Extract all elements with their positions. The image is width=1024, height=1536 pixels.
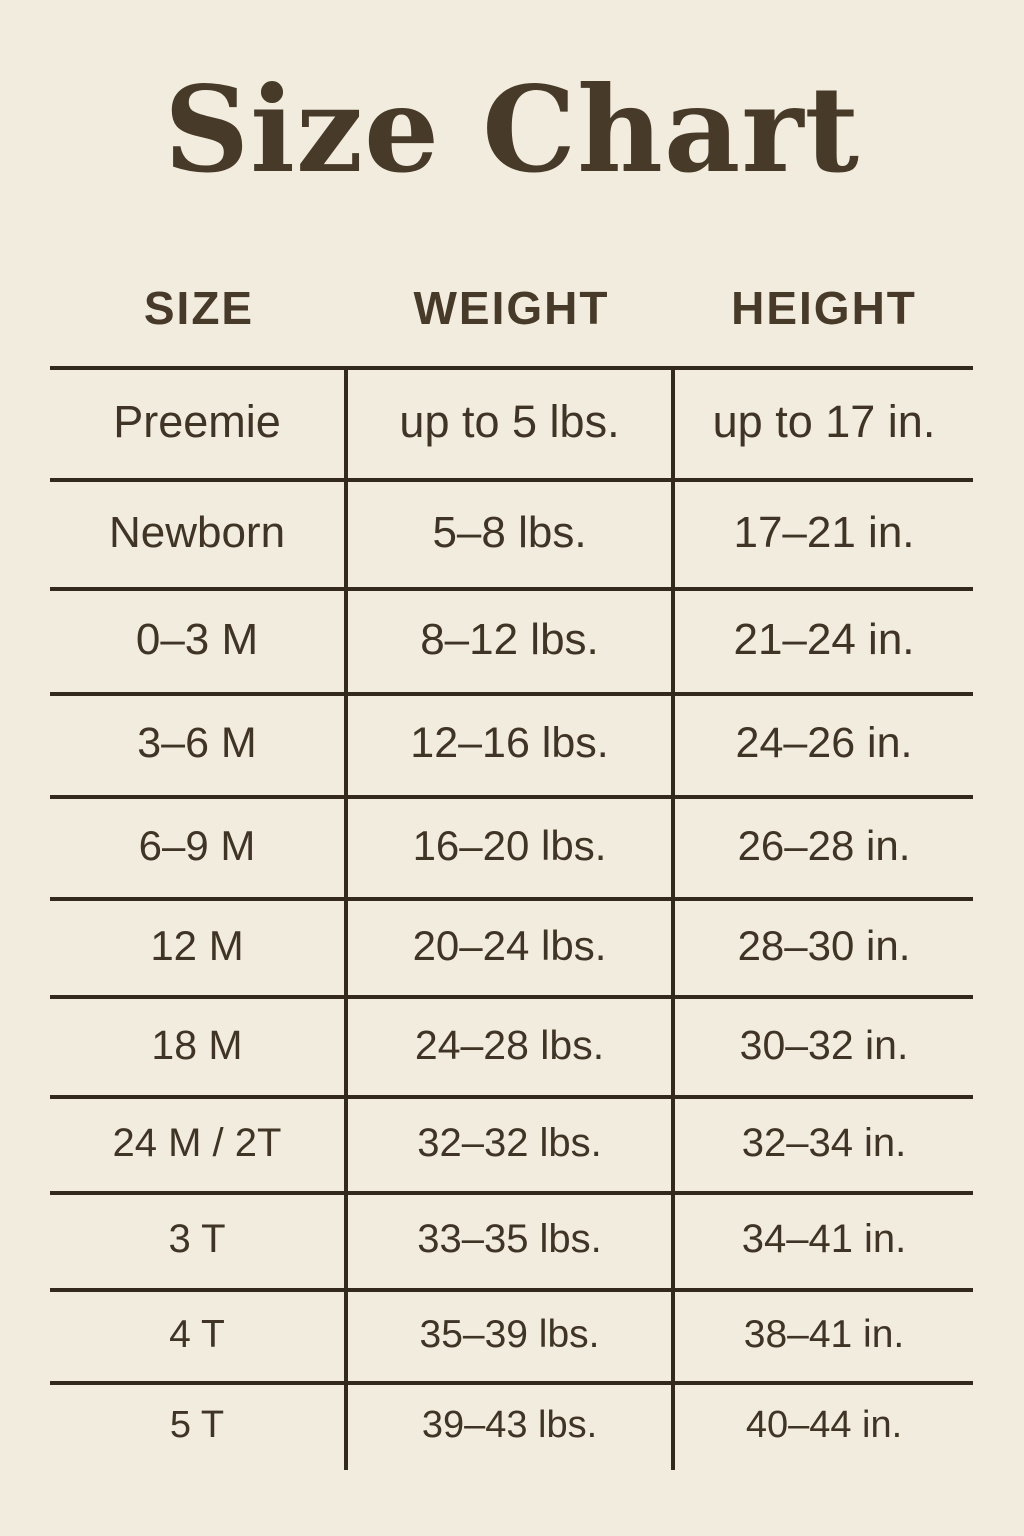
cell-size: 12 M <box>50 901 348 995</box>
cell-height: 28–30 in. <box>737 922 911 969</box>
table-row <box>50 1099 973 1195</box>
cell-size: 3 T <box>50 1195 348 1288</box>
table-row <box>50 591 973 696</box>
cell-height: up to 17 in. <box>712 396 936 447</box>
cell-size: 4 T <box>50 1292 348 1381</box>
cell-weight: 24–28 lbs. <box>348 999 675 1095</box>
table-row <box>50 696 973 799</box>
cell-height: 32–34 in. <box>741 1120 907 1165</box>
cell-size: 5 T <box>50 1385 348 1470</box>
table-header-row <box>50 281 973 335</box>
cell-size: 18 M <box>50 999 348 1095</box>
table-row <box>50 370 973 482</box>
table-row <box>50 799 973 901</box>
cell-weight: 12–16 lbs. <box>348 696 675 795</box>
cell-size: Preemie <box>50 370 348 478</box>
column-header-weight: WEIGHT <box>413 282 610 334</box>
cell-weight: up to 5 lbs. <box>348 370 675 478</box>
cell-weight: 16–20 lbs. <box>348 799 675 897</box>
cell-size: 24 M / 2T <box>50 1099 348 1191</box>
table-row <box>50 1292 973 1385</box>
table-row <box>50 1195 973 1292</box>
column-header-height: HEIGHT <box>731 282 917 334</box>
cell-height: 38–41 in. <box>743 1312 905 1356</box>
page-title: Size Chart <box>163 60 861 199</box>
cell-weight: 5–8 lbs. <box>348 482 675 587</box>
cell-height: 24–26 in. <box>735 719 913 767</box>
cell-weight: 8–12 lbs. <box>348 591 675 692</box>
cell-height: 34–41 in. <box>741 1217 907 1261</box>
size-table <box>50 366 973 1470</box>
cell-weight: 20–24 lbs. <box>348 901 675 995</box>
table-row <box>50 1385 973 1470</box>
cell-weight: 32–32 lbs. <box>348 1099 675 1191</box>
table-row <box>50 901 973 999</box>
cell-size: 6–9 M <box>50 799 348 897</box>
table-row <box>50 482 973 591</box>
cell-size: Newborn <box>50 482 348 587</box>
cell-height: 40–44 in. <box>745 1404 903 1446</box>
cell-height: 30–32 in. <box>739 1021 909 1068</box>
cell-weight: 35–39 lbs. <box>348 1292 675 1381</box>
cell-height: 17–21 in. <box>733 507 915 557</box>
column-header-size: SIZE <box>143 282 255 334</box>
cell-size: 3–6 M <box>50 696 348 795</box>
cell-size: 0–3 M <box>50 591 348 692</box>
cell-height: 21–24 in. <box>733 614 915 664</box>
cell-height: 26–28 in. <box>737 822 911 869</box>
cell-weight: 39–43 lbs. <box>348 1385 675 1470</box>
table-row <box>50 999 973 1099</box>
cell-weight: 33–35 lbs. <box>348 1195 675 1288</box>
